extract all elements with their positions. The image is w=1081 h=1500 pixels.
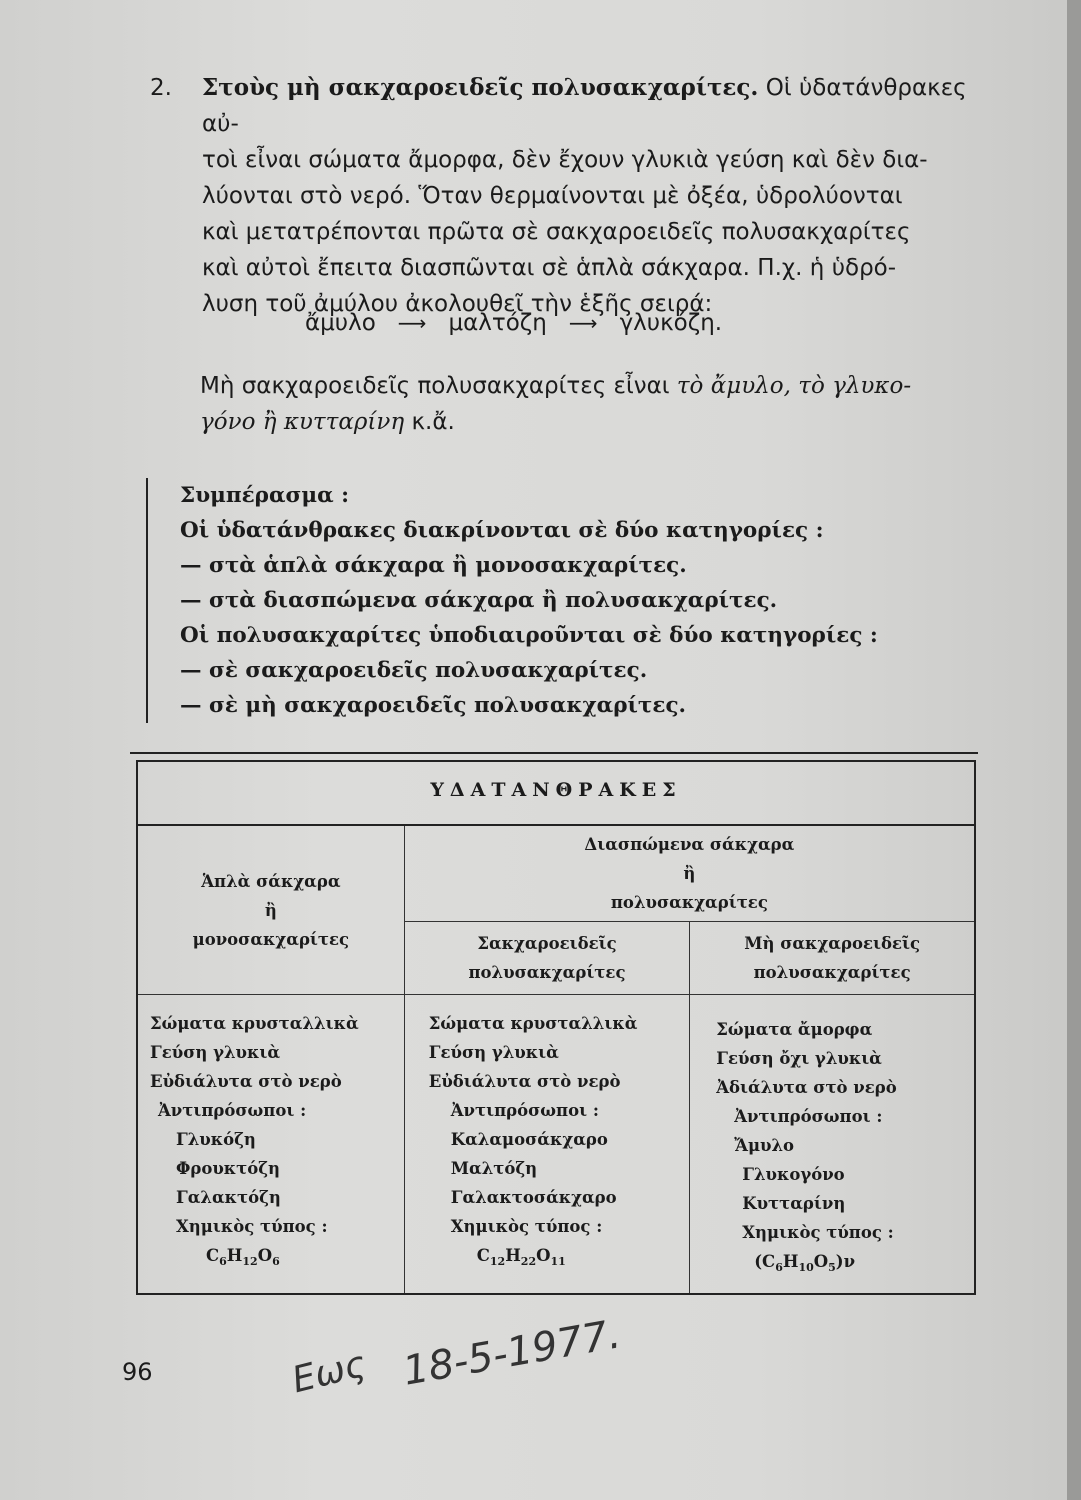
summary-line: — στὰ διασπώμενα σάκχαρα ἢ πολυσακχαρίτες. bbox=[180, 588, 778, 613]
example-text bbox=[200, 368, 1000, 440]
example-prefix: Μὴ σακχαροειδεῖς πολυσακχαρίτες εἶναι bbox=[200, 373, 670, 399]
chain-step: ἄμυλο bbox=[305, 310, 376, 336]
chain-step: μαλτόζη bbox=[448, 310, 547, 336]
table-top-rule bbox=[130, 752, 978, 754]
formula-c12h22o11: $C_{12}H_{22}O_{11}$ bbox=[476, 1246, 566, 1268]
col1-body: Σώματα κρυσταλλικὰ Γεύση γλυκιὰ Εὐδιάλυτα στὸ νερὸ Ἀντιπρόσωποι : Γλυκόζη Φρουκτόζη Γαλακτόζη Χημικὸς τύπος : $C_6H_{12}O_6$ bbox=[137, 995, 404, 1295]
item-line: λυση τοῦ ἀμύλου ἀκολουθεῖ τὴν ἑξῆς σειρά: bbox=[202, 291, 713, 317]
carbohydrates-table bbox=[136, 760, 976, 1295]
item-line: τοὶ εἶναι σώματα ἄμορφα, δὲν ἔχουν γλυκιὰ γεύση καὶ δὲν δια- bbox=[202, 147, 928, 173]
item-number: 2. bbox=[150, 75, 172, 101]
summary-line: — σὲ σακχαροειδεῖς πολυσακχαρίτες. bbox=[180, 658, 648, 683]
item-heading: Στοὺς μὴ σακχαροειδεῖς πολυσακχαρίτες. bbox=[202, 74, 759, 101]
page-number: 96 bbox=[122, 1358, 153, 1386]
carbohydrates-table-wrap bbox=[130, 752, 978, 1300]
col3-subheader: Μὴ σακχαροειδεῖς πολυσακχαρίτες bbox=[690, 922, 975, 995]
summary-line: — σὲ μὴ σακχαροειδεῖς πολυσακχαρίτες. bbox=[180, 693, 687, 718]
example-italic-2: γόνο ἢ κυτταρίνη bbox=[200, 409, 405, 435]
arrow-icon: ⟶ bbox=[568, 311, 598, 335]
summary-line: — στὰ ἁπλὰ σάκχαρα ἢ μονοσακχαρίτες. bbox=[180, 553, 687, 578]
handwritten-date: 18-5-1977. bbox=[399, 1311, 625, 1395]
chain-step: γλυκόζη. bbox=[619, 310, 723, 336]
col23-header: Διασπώμενα σάκχαρα ἢ πολυσακχαρίτες bbox=[404, 825, 975, 922]
col3-body: Σώματα ἄμορφα Γεύση ὄχι γλυκιὰ Ἀδιάλυτα στὸ νερὸ Ἀντιπρόσωποι : Ἄμυλο Γλυκογόνο Κυτταρίνη Χημικὸς τύπος : $(C_6H_{10}O_5)\nu$ bbox=[690, 995, 975, 1295]
table-title: ΥΔΑΤΑΝΘΡΑΚΕΣ bbox=[137, 761, 975, 825]
col2-body: Σώματα κρυσταλλικὰ Γεύση γλυκιὰ Εὐδιάλυτα στὸ νερὸ Ἀντιπρόσωποι : Καλαμοσάκχαρο Μαλτόζη Γαλακτοσάκχαρο Χημικὸς τύπος : $C_{12}H_{22}O_{11}$ bbox=[404, 995, 689, 1295]
item-line: λύονται στὸ νερό. Ὅταν θερμαίνονται μὲ ὀξέα, ὑδρολύονται bbox=[202, 183, 903, 209]
item-line: καὶ μετατρέπονται πρῶτα σὲ σακχαροειδεῖς πολυσακχαρίτες bbox=[202, 219, 911, 245]
col2-subheader: Σακχαροειδεῖς πολυσακχαρίτες bbox=[404, 922, 689, 995]
example-italic: τὸ ἄμυλο, τὸ γλυκο- bbox=[676, 373, 912, 399]
item-first-line bbox=[202, 70, 1000, 142]
formula-cellulose: $(C_6H_{10}O_5)\nu$ bbox=[754, 1252, 856, 1274]
example-rest: κ.ἄ. bbox=[411, 409, 455, 435]
section-item-2 bbox=[150, 70, 1000, 322]
handwritten-word: Εως bbox=[288, 1343, 370, 1402]
summary-line: Οἱ πολυσακχαρίτες ὑποδιαιροῦνται σὲ δύο κατηγορίες : bbox=[180, 623, 878, 648]
summary-title: Συμπέρασμα : bbox=[180, 483, 350, 508]
col1-header: Ἁπλὰ σάκχαρα ἢ μονοσακχαρίτες bbox=[137, 825, 404, 995]
formula-c6h12o6: $C_6H_{12}O_6$ bbox=[206, 1246, 280, 1268]
item-line: καὶ αὐτοὶ ἔπειτα διασπῶνται σὲ ἁπλὰ σάκχαρα. Π.χ. ἡ ὑδρό- bbox=[202, 255, 897, 281]
item-line-rest: Οἱ ὑδατάνθρακες αὐ- bbox=[202, 75, 967, 137]
summary-line: Οἱ ὑδατάνθρακες διακρίνονται σὲ δύο κατηγορίες : bbox=[180, 518, 824, 543]
summary-box bbox=[146, 478, 940, 723]
arrow-icon: ⟶ bbox=[397, 311, 427, 335]
hydrolysis-chain bbox=[305, 310, 905, 336]
book-edge bbox=[1067, 0, 1081, 1500]
